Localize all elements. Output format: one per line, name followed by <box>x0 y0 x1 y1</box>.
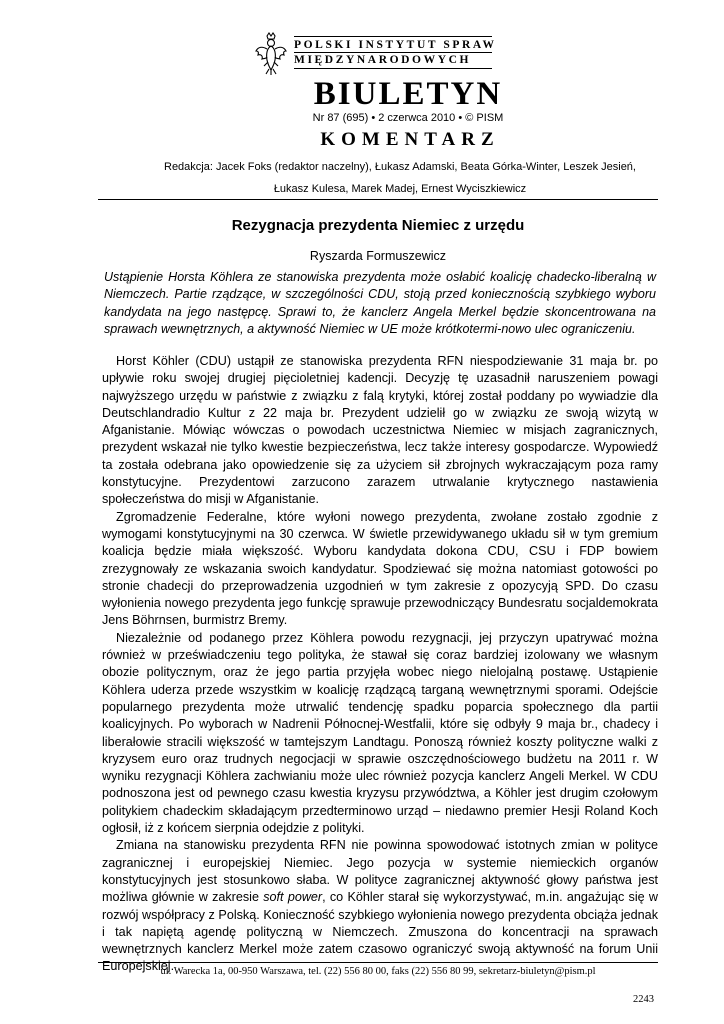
institute-name-line2: MIĘDZYNARODOWYCH <box>294 54 472 66</box>
article-title: Rezygnacja prezydenta Niemiec z urzędu <box>231 217 525 234</box>
institute-name-line1: POLSKI INSTYTUT SPRAW <box>294 39 497 51</box>
article-body <box>102 353 658 976</box>
publication-title: BIULETYN <box>313 76 503 112</box>
editors <box>140 156 660 200</box>
emphasis: soft power <box>263 890 323 905</box>
editors-line: Łukasz Kulesa, Marek Madej, Ernest Wyciszkiewicz <box>273 183 527 195</box>
editors-line: Redakcja: Jacek Foks (redaktor naczelny), Łukasz Adamski, Beata Górka-Winter, Leszek Jesień, <box>164 161 636 173</box>
masthead-rule <box>294 36 492 37</box>
paragraph: Niezależnie od podanego przez Köhlera powodu rezygnacji, jej przyczyn upatrywać można również w przeświadczeniu tego polityka, że stawał się coraz bardziej izolowany we własnym obozie politycznym, oraz że jego partia przyjęła wobec niego nielojalną postawę. Ustąpienie Köhlera uderza przede wszystkim w koalicję rządzącą targaną wewnętrznymi sporami. Odejście popularnego prezydenta może utrwalić tendencję spadku poparcia społecznego dla partii koalicyjnych. Po wyborach w Nadrenii Północnej-Westfalii, które się odbyły 9 maja br., chadecy i liberałowie stracili większość w tamtejszym Landtagu. Ponoszą również koszty polityczne walki z kryzysem euro oraz trudnych negocjacji w sprawie oszczędnościowego budżetu na 2011 r. W wyniku rezygnacji Köhlera zachwianiu może ulec również pozycja kanclerz Angeli Merkel. W CDU podnoszona jest od pewnego czasu kwestia kryzysu przywództwa, a Köhler jest drugim czołowym politykiem chadeckim składającym przedterminowo urząd – niedawno premier Hesji Roland Koch ogłosił, iż z końcem sierpnia odejdzie z polityki. <box>102 630 658 836</box>
footer-divider <box>98 962 658 963</box>
paragraph: Zmiana na stanowisku prezydenta RFN nie powinna spowodować istotnych zmian w polityce zagranicznej i europejskiej Niemiec. Jego pozycja w systemie niemieckich organów konstytucyjnych jest stosunkowo słaba. W polityce zagranicznej aktywność głowy państwa jest możliwa głównie w zakresie soft power, co Köhler starał się wykorzystywać, m.in. angażując się w rozwój współpracy z Polską. Konieczność szybkiego wyłonienia nowego prezydenta obciąża jednak i tak napiętą agendę polityczną w Niemczech. Zmuszona do koncentracji na sprawach wewnętrznych kanclerz Merkel może zatem czasowo ograniczyć swoją aktywność na forum Unii Europejskiej. <box>102 838 658 974</box>
header-divider <box>98 199 658 200</box>
masthead-rule <box>294 52 492 53</box>
section-title: KOMENTARZ <box>320 129 500 150</box>
masthead <box>254 32 497 78</box>
article-lead: Ustąpienie Horsta Köhlera ze stanowiska prezydenta może osłabić koalicję chadecko-liberalną w Niemczech. Partie rządzące, w szczególności CDU, stoją przed koniecznością szybkiego wyboru kandydata na jego następcę. Sprawi to, że kanclerz Angela Merkel będzie skoncentrowana na sprawach wewnętrznych, a aktywność Niemiec w UE może krótkotermi-nowo ulec ograniczeniu. <box>104 270 656 336</box>
paragraph: Zgromadzenie Federalne, które wyłoni nowego prezydenta, zwołane zostało zgodnie z wymogami konstytucyjnymi na 30 czerwca. W świetle przewidywanego układu sił w tym gremium koalicja będzie miała większość. Wyboru kandydata dokona CDU, CSU i FDP bowiem zrezygnowały ze wskazania swoich kandydatur. Spodziewać się można natomiast gotowości po stronie chadecji do przeprowadzenia uzgodnień w tym zakresie z opozycyją SPD. Do czasu wyłonienia nowego prezydenta jego funkcję sprawuje przewodniczący Bundesratu socjaldemokrata Jens Böhrnsen, burmistrz Bremy. <box>102 509 658 628</box>
issue-info: Nr 87 (695) • 2 czerwca 2010 • © PISM <box>312 112 504 124</box>
page-number: 2243 <box>633 994 654 1005</box>
paragraph: Horst Köhler (CDU) ustąpił ze stanowiska prezydenta RFN niespodziewanie 31 maja br. po upływie roku swojej drugiej pięcioletniej kadencji. Decyzję tę uzasadnił naruszeniem powagi najwyższego urzędu w państwie z związku z falą krytyki, której został poddany po wywiadzie dla Deutschlandradio Kultur z 22 maja br. Prezydent udzielił go w związku ze swoją wizytą w Afganistanie. Mówiąc wówczas o powodach uczestnictwa Niemiec w misjach zagranicznych, prezydent wskazał nie tylko kwestie bezpieczeństwa, lecz także interesy gospodarcze. Wypowiedź ta została odebrana jako opowiedzenie się za użyciem sił zbrojnych wykraczającym poza ramy konstytucyjne. Prezydentowi zarzucono zarazem utrwalanie krytycznego nastawienia społeczeństwa do misji w Afganistanie. <box>102 354 658 507</box>
article-author: Ryszarda Formuszewicz <box>309 249 447 263</box>
eagle-emblem-icon <box>254 32 288 76</box>
masthead-rule <box>294 68 492 69</box>
footer-address: ul. Warecka 1a, 00-950 Warszawa, tel. (22) 556 80 00, faks (22) 556 80 99, sekretarz-biuletyn@pism.pl <box>160 966 596 977</box>
